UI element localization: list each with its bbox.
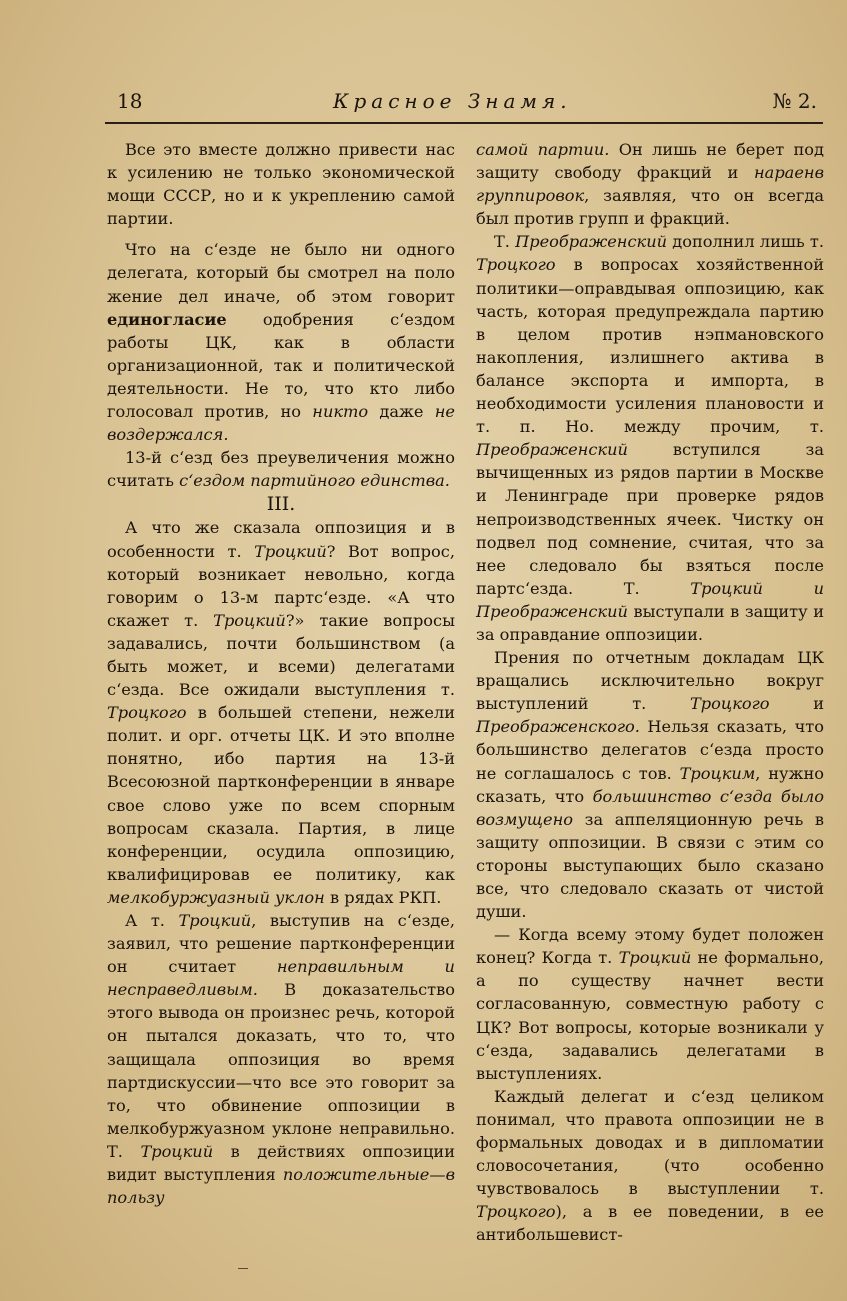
paragraph: А что же сказала оппозиция и в особенности т. Троцкий? Вот вопрос, который возникает невольно, когда говорим о 13-м партс‘езде. «А что скажет т. Троцкий?» такие вопросы задавались, почти большинством (а быть может, и всеми) делегатами с‘езда. Все ожидали выступления т. Троцкого в большей степени, нежели полит. и орг. отчеты ЦК. И это вполне понятно, ибо партия на 13-й Всесоюзной партконференции в январе свое слово уже по всем спорным вопросам сказала. Партия, в лице конференции, осудила оппозицию, квалифицировав ее политику, как мелкобуржуазный уклон в рядах РКП. <box>107 518 456 907</box>
paragraph: Прения по отчетным докладам ЦК вращались исключительно вокруг выступлений т. Троцкого и Преображенского. Нельзя сказать, что большинство делегатов с‘езда просто не соглашалось с тов. Троцким, нужно сказать, что большинство с‘езда было возмущено за аппеляционную речь в защиту оппозиции. В связи с этим со стороны выступающих было сказано все, что следовало сказать от чистой души. <box>476 648 824 922</box>
paragraph: Каждый делегат и с‘езд целиком понимал, что правота оппозиции не в формальных доводах и в дипломатии словосочетания, (что особенно чувствовалось в выступлении т. Троцкого), а в ее поведении, в ее антибольшевист- <box>476 1086 824 1245</box>
footer-mark <box>238 1268 248 1269</box>
issue-number: № 2. <box>772 89 817 113</box>
left-column <box>107 138 455 1209</box>
running-header <box>105 86 823 120</box>
paragraph: Что на с‘езде не было ни одного делегата, который бы смотрел на поло жение дел иначе, об этом говорит единогласие одобрения с‘ездом работы ЦК, как в области организационной, так и политической деятельности. Не то, что кто либо голосовал против, но никто даже не воздержался. <box>107 240 455 445</box>
paragraph: А т. Троцкий, выступив на с‘езде, заявил, что решение партконференции он считает неправильным и несправедливым. В доказательство этого вывода он произнес речь, которой он пытался доказать, что то, что защищала оппозиция во время партдискуссии—что все это говорит за то, что обвинение оппозиции в мелкобуржуазном уклоне неправильно. Т. Троцкий в действиях оппозиции видит выступления положительные—в пользу <box>107 911 456 1208</box>
section-heading: III. <box>266 493 296 516</box>
page-number: 18 <box>117 89 143 113</box>
paragraph: 13-й с‘езд без преувеличения можно считать с‘ездом партийного единства. <box>107 448 455 491</box>
header-rule <box>105 122 823 124</box>
paragraph: Т. Преображенский дополнил лишь т. Троцкого в вопросах хозяйственной политики—оправдывая оппозицию, как часть, которая предупреждала партию в целом против нэпмановского накопления, излишнего актива в балансе экспорта и импорта, в необходимости усиления плановости и т. п. Но. между прочим, т. Преображенский вступился за вычищенных из рядов партии в Москве и Ленинграде при проверке рядов непроизводственных ячеек. Чистку он подвел под сомнение, считая, что за нее следовало бы взяться после партс‘езда. Т. Троцкий и Преображенский выступали в защиту и за оправдание оппозиции. <box>476 232 824 644</box>
paragraph: — Когда всему этому будет положен конец? Когда т. Троцкий не формально, а по существу начнет вести согласованную, совместную работу с ЦК? Вот вопросы, которые возникали у с‘езда, задавались делегатами в выступлениях. <box>476 925 824 1083</box>
journal-title: Красное Знамя. <box>333 89 572 113</box>
paragraph: Все это вместе должно привести нас к усилению не только экономической мощи СССР, но и к укреплению самой партии. <box>107 140 455 229</box>
paragraph: самой партии. Он лишь не берет под защиту свободу фракций и нараенв группировок, заявляя, что он всегда был против групп и фракций. <box>476 140 824 229</box>
right-column <box>476 138 824 1247</box>
